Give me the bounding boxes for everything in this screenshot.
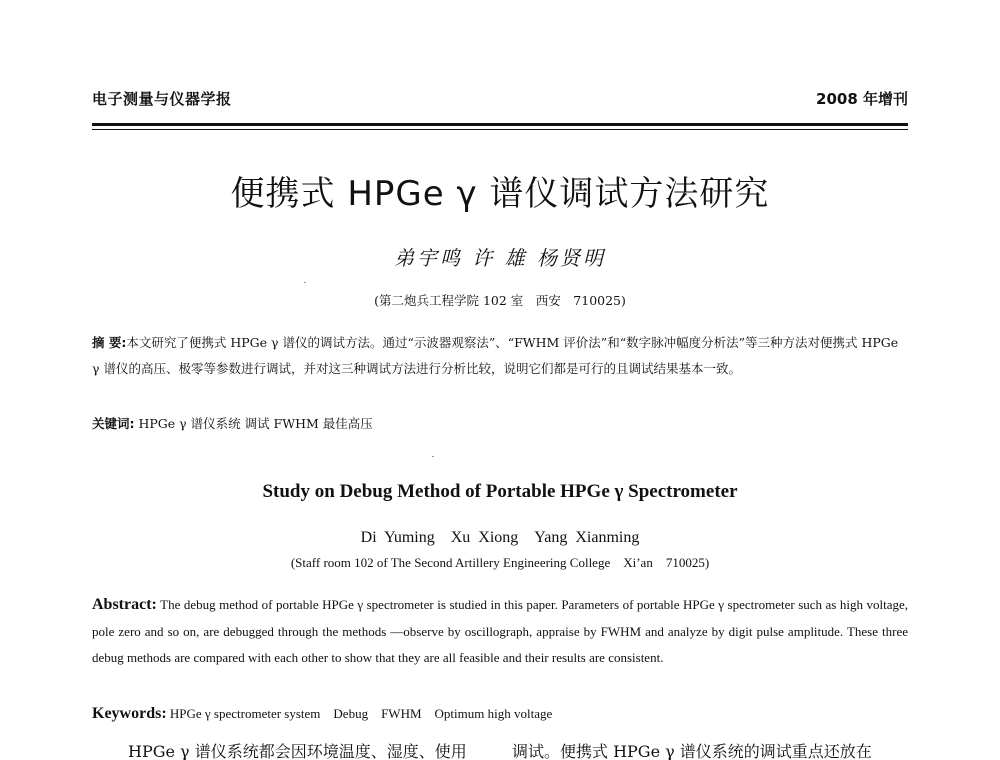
body-left-column: HPGe γ 谱仪系统都会因环境温度、湿度、使用 bbox=[128, 742, 467, 760]
authors-english: Di Yuming Xu Xiong Yang Xianming bbox=[360, 529, 640, 546]
abstract-english-text: The debug method of portable HPGe γ spectrometer is studied in this paper. Parameters of portable HPGe γ spectrometer such as high voltage, pole zero and so on, are debugged through the methods —observe by oscillograph, appraise by FWHM and analyze by digit pulse amplitude. These three debug methods are compared with each other to show that they are all feasible and their results are consistent. bbox=[92, 597, 909, 665]
abstract-chinese-text: 本文研究了便携式 HPGe γ 谱仪的调试方法。通过“示波器观察法”、“FWHM 评价法”和“数字脉冲幅度分析法”等三种方法对便携式 HPGe γ 谱仪的高压、极零等参数进行调试，并对这三种调试方法进行分析比较，说明它们都是可行的且调试结果基本一致。 bbox=[92, 335, 899, 376]
title-english: Study on Debug Method of Portable HPGe γ Spectrometer bbox=[262, 481, 738, 502]
body-right-column: 调试。便携式 HPGe γ 谱仪系统的调试重点还放在 bbox=[512, 742, 872, 760]
title-chinese: 便携式 HPGe γ 谱仪调试方法研究 bbox=[230, 174, 770, 214]
abstract-english-label: Abstract: bbox=[92, 596, 157, 613]
abstract-chinese-label: 摘 要: bbox=[92, 335, 127, 350]
abstract-chinese bbox=[92, 330, 908, 382]
header-rule-thin bbox=[92, 129, 908, 130]
header-rule-thick bbox=[92, 123, 908, 126]
body-text-start bbox=[92, 741, 908, 760]
issue-label: 2008 年增刊 bbox=[816, 90, 908, 108]
keywords-chinese-label: 关键词: bbox=[92, 416, 135, 431]
scan-speck bbox=[304, 282, 306, 283]
keywords-english-label: Keywords: bbox=[92, 705, 167, 722]
keywords-english bbox=[92, 703, 908, 725]
abstract-english bbox=[92, 592, 908, 672]
affiliation-chinese: (第二炮兵工程学院 102 室 西安 710025) bbox=[374, 293, 626, 308]
authors-chinese: 弟宇鸣 许 雄 杨贤明 bbox=[393, 246, 607, 270]
keywords-english-text: HPGe γ spectrometer system Debug FWHM Optimum high voltage bbox=[169, 706, 553, 721]
keywords-chinese bbox=[92, 414, 908, 434]
scan-speck bbox=[432, 456, 434, 457]
journal-name: 电子测量与仪器学报 bbox=[92, 90, 232, 108]
keywords-chinese-text: HPGe γ 谱仪系统 调试 FWHM 最佳高压 bbox=[138, 416, 373, 431]
running-header bbox=[92, 88, 908, 112]
affiliation-english: (Staff room 102 of The Second Artillery Engineering College Xi’an 710025) bbox=[290, 555, 710, 570]
